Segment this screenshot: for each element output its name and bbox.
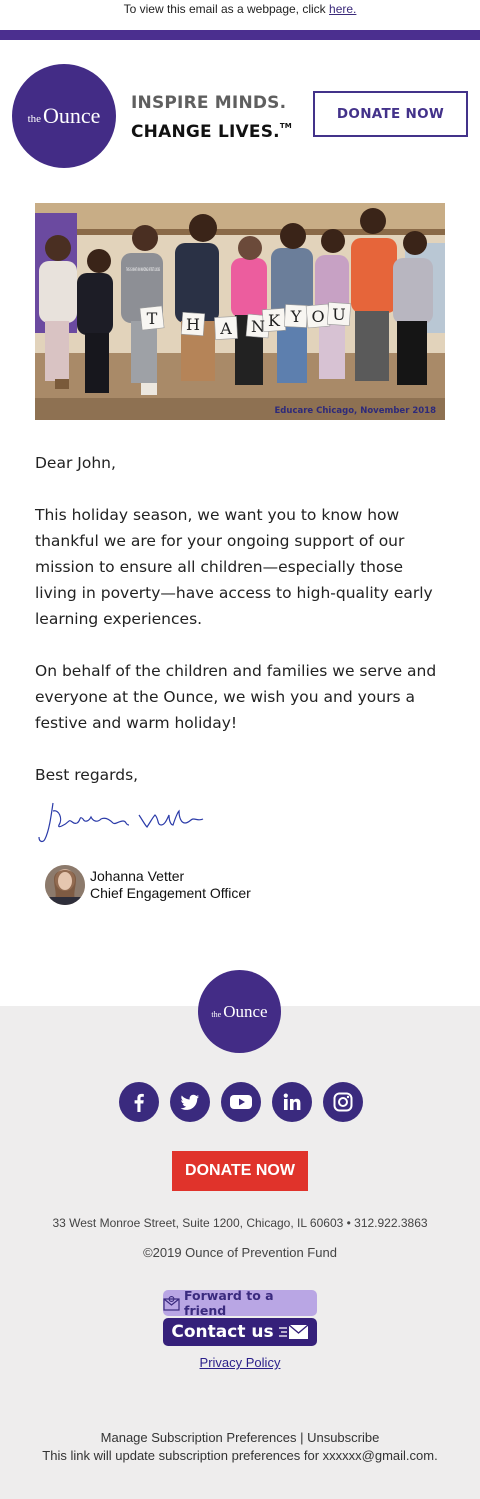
footer-logo-name: Ounce — [223, 1001, 268, 1021]
subscription-note: This link will update subscription preferences for xxxxxx@gmail.com. — [42, 1448, 438, 1463]
signature-image — [35, 797, 210, 847]
tagline-line2 — [131, 115, 292, 144]
closing: Best regards, — [35, 766, 139, 784]
trademark-mark: TM — [279, 122, 292, 130]
footer-logo-the: the — [211, 1009, 222, 1019]
thank-you-photo — [35, 203, 445, 420]
preheader — [0, 0, 480, 30]
contact-label: Contact us — [171, 1322, 274, 1342]
privacy-policy-link[interactable]: Privacy Policy — [199, 1355, 281, 1370]
ounce-logo[interactable] — [12, 64, 116, 168]
linkedin-icon[interactable] — [272, 1082, 312, 1122]
greeting: Dear John, — [35, 454, 116, 472]
logo-the: the — [27, 113, 42, 125]
contact-us-button[interactable] — [163, 1318, 317, 1346]
sign-letter: O — [311, 307, 325, 326]
sign-letter: Y — [290, 307, 302, 326]
kids-photo-illustration — [35, 203, 445, 420]
forward-to-friend-button[interactable] — [163, 1290, 317, 1316]
footer-donate-button[interactable]: DONATE NOW — [172, 1151, 308, 1191]
shirt-text — [126, 267, 160, 273]
preheader-text: To view this email as a webpage, click — [123, 2, 330, 16]
sign-letter: N — [251, 317, 265, 336]
youtube-icon[interactable] — [221, 1082, 261, 1122]
envelope-person-icon — [163, 1295, 181, 1311]
facebook-icon[interactable] — [119, 1082, 159, 1122]
forward-label: Forward to a friend — [184, 1288, 274, 1318]
sign-letter: U — [332, 305, 346, 324]
view-webpage-link[interactable]: here. — [329, 2, 357, 16]
mailing-address: 33 West Monroe Street, Suite 1200, Chicago, IL 60603 • 312.922.3863 — [52, 1216, 428, 1230]
twitter-icon[interactable] — [170, 1082, 210, 1122]
email-header — [0, 40, 480, 202]
envelope-icon — [279, 1324, 309, 1340]
signer-title: Chief Engagement Officer — [90, 885, 251, 901]
avatar — [45, 865, 85, 905]
instagram-icon[interactable] — [323, 1082, 363, 1122]
tagline-line1: INSPIRE MINDS. — [131, 93, 287, 113]
signer-name: Johanna Vetter — [90, 868, 185, 884]
signer-block — [45, 865, 251, 905]
letter-paragraph-1: This holiday season, we want you to know how thankful we are for your ongoing support of our mission to ensure all children—especially those living in poverty—have access to high-quality early learning experiences. — [35, 506, 433, 628]
copyright: ©2019 Ounce of Prevention Fund — [143, 1245, 337, 1260]
subscription-block — [0, 1429, 480, 1465]
tagline-line2-text: CHANGE LIVES. — [131, 122, 280, 142]
logo-name: Ounce — [43, 103, 101, 128]
sign-letter: A — [220, 319, 232, 338]
avatar-image — [45, 865, 85, 905]
tagline — [131, 92, 292, 144]
sign-letter: K — [268, 311, 280, 330]
header-donate-button[interactable]: DONATE NOW — [313, 91, 468, 137]
privacy-row — [0, 1355, 480, 1370]
letter-paragraph-2: On behalf of the children and families we serve and everyone at the Ounce, we wish you and yours a festive and warm holiday! — [35, 662, 437, 732]
handwritten-signature — [35, 797, 210, 847]
letter-body — [35, 450, 447, 814]
manage-subscription-link[interactable]: Manage Subscription Preferences | Unsubscribe — [100, 1430, 380, 1445]
photo-caption: Educare Chicago, November 2018 — [274, 406, 436, 416]
top-accent-bar — [0, 30, 480, 40]
social-links — [119, 1082, 363, 1122]
sign-letter: H — [186, 315, 200, 334]
sign-letter: T — [146, 309, 158, 328]
footer-ounce-logo[interactable] — [198, 970, 281, 1053]
